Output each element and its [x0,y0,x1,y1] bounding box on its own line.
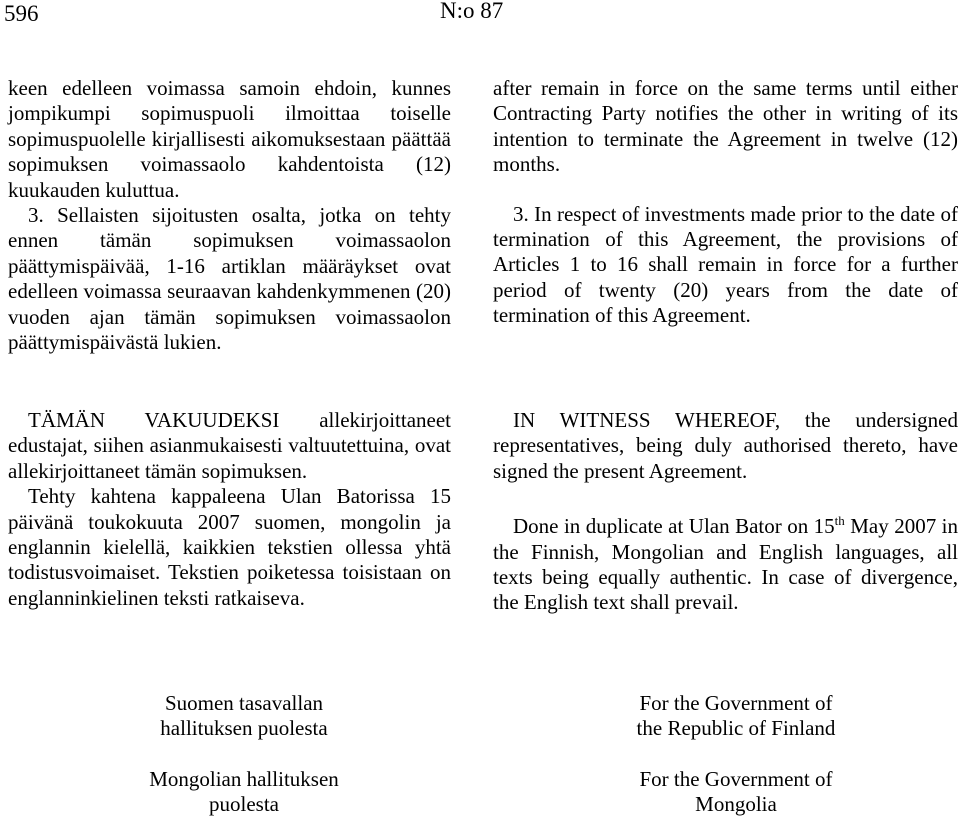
signature-line: Mongolian hallituksen [149,767,339,791]
document-number: N:o 87 [440,0,504,23]
signature-line: For the Government of [639,691,833,715]
english-article-3-paragraph: 3. In respect of investments made prior to the date of termination of this Agreement, the provisions of Articles 1 to 16 shall remain in force for a further period of twenty (20) years from the date of termination of this Agreement. [493,201,958,328]
mongolia-signature-block-english [536,767,936,818]
signature-line: the Republic of Finland [636,716,836,741]
signature-line: Mongolia [695,792,777,817]
english-closing-section [493,408,958,616]
finnish-termination-paragraph: keen edelleen voimassa samoin ehdoin, kunnes jompikumpi sopimuspuoli ilmoittaa toiselle sopimuspuolelle kirjallisesti aikomuksestaan päättää sopimuksen voimassaolo kahdentoista (12) kuukauden kuluttua. [8,76,451,202]
finland-signature-block-english [536,691,936,742]
mongolia-signature-block-finnish [44,767,444,818]
page-header [0,0,960,40]
finnish-done-paragraph: Tehty kahtena kappaleena Ulan Batorissa 15 päivänä toukokuuta 2007 suomen, mongolin ja englannin kielellä, kaikkien tekstien ollessa yhtä todistusvoimaiset. Tekstien poiketessa toisistaan on englanninkielinen teksti ratkaiseva. [8,484,451,610]
english-done-paragraph [493,508,958,616]
done-text-end: May 2007 in the Finnish, Mongolian and English languages, all texts being equally authentic. In case of divergence, the English text shall prevail. [493,514,958,615]
signature-line: hallituksen puolesta [160,716,328,741]
english-witness-paragraph: IN WITNESS WHEREOF, the undersigned representatives, being duly authorised thereto, have signed the present Agreement. [493,408,958,483]
page-number: 596 [4,1,39,26]
done-text-start: Done in duplicate at Ulan Bator on 15 [513,514,835,539]
finland-signature-block-finnish [44,691,444,742]
finnish-witness-paragraph: TÄMÄN VAKUUDEKSI allekirjoittaneet edustajat, siihen asianmukaisesti valtuutettuina, ovat allekirjoittaneet tämän sopimuksen. [8,408,451,483]
signature-line: For the Government of [639,767,833,791]
english-termination-section [493,76,958,329]
finnish-termination-section [8,76,451,355]
finnish-article-3-paragraph: 3. Sellaisten sijoitusten osalta, jotka on tehty ennen tämän sopimuksen voimassaolon päättymispäivää, 1-16 artiklan määräykset ovat edelleen voimassa seuraavan kahdenkymmenen (20) vuoden ajan tämän sopimuksen voimassaolon päättymispäivästä lukien. [8,203,451,355]
finnish-closing-section [8,408,451,611]
ordinal-suffix: th [834,513,845,529]
signature-line: Suomen tasavallan [164,691,324,715]
signature-line: puolesta [209,792,279,817]
english-termination-paragraph: after remain in force on the same terms until either Contracting Party notifies the other in writing of its intention to terminate the Agreement in twelve (12) months. [493,76,958,177]
